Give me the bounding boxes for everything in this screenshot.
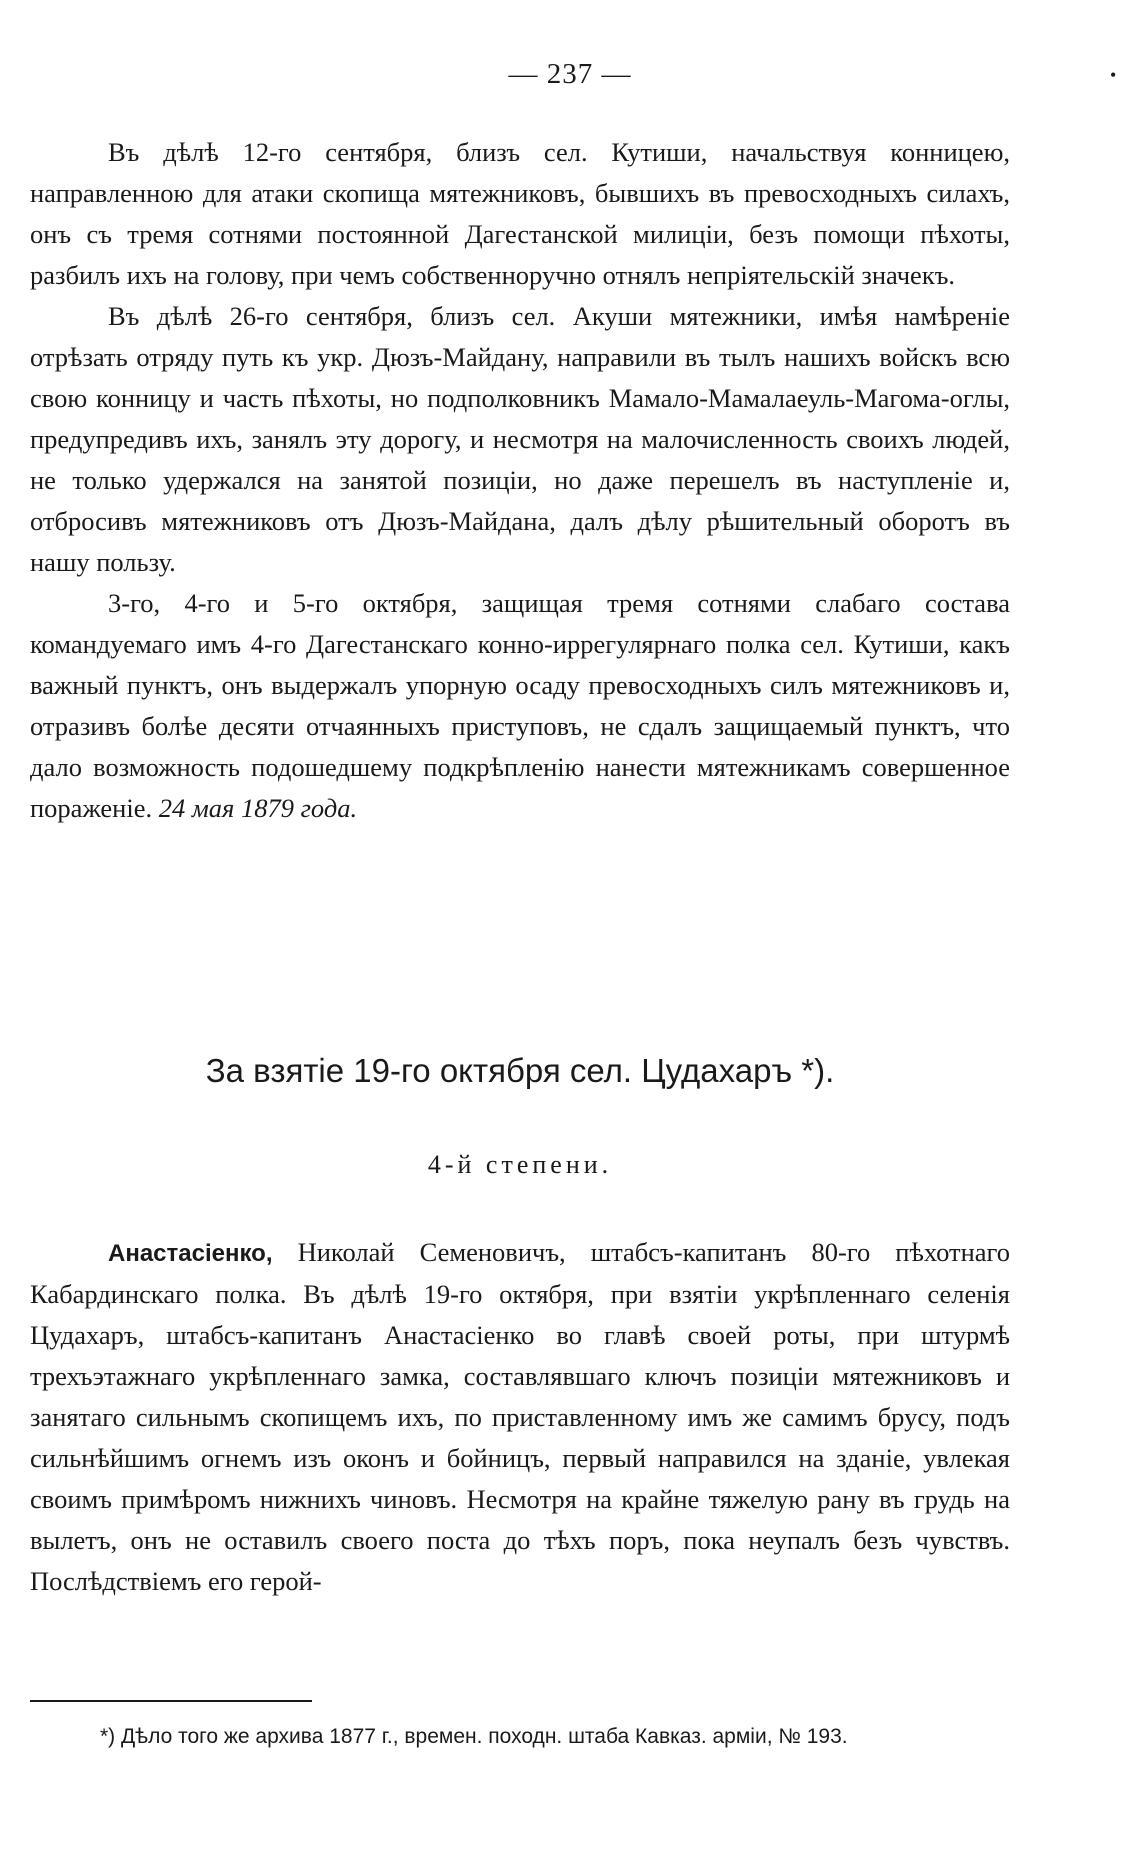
award-entry-paragraph xyxy=(30,1232,1010,1602)
award-entry xyxy=(30,1232,1010,1602)
paragraph-3 xyxy=(30,583,1010,829)
paragraph-3-text: 3-го, 4-го и 5-го октября, защищая тремя сотнями слабаго состава командуемаго имъ 4-го Дагестанскаго конно-иррегулярнаго полка сел. Кутиши, какъ важный пунктъ, онъ выдержалъ упорную осаду превосходныхъ силъ мятежниковъ и, отразивъ болѣе десяти отчаянныхъ приступовъ, не сдалъ защищаемый пунктъ, что дало возможность подошедшему подкрѣпленію нанести мятежникамъ совершенное пораженіе. xyxy=(30,588,1010,823)
continued-award-text xyxy=(30,132,1010,829)
award-entry-text: Николай Семеновичъ, штабсъ-капитанъ 80-го пѣхотнаго Кабардинскаго полка. Въ дѣлѣ 19-го октября, при взятіи укрѣпленнаго селенія Цудахаръ, штабсъ-капитанъ Анастасіенко во главѣ своей роты, при штурмѣ трехъэтажнаго укрѣпленнаго замка, составлявшаго ключъ позиціи мятежниковъ и занятаго сильнымъ скопищемъ ихъ, по приставленному имъ же самимъ брусу, подъ сильнѣйшимъ огнемъ изъ оконъ и бойницъ, первый направился на зданіе, увлекая своимъ примѣромъ нижнихъ чиновъ. Несмотря на крайне тяжелую рану въ грудь на вылетъ, онъ не оставилъ своего поста до тѣхъ поръ, пока неупалъ безъ чувствъ. Послѣдствіемъ его герой- xyxy=(30,1237,1010,1596)
paragraph-1: Въ дѣлѣ 12-го сентября, близъ сел. Кутиши, начальствуя конницею, направленною для атаки скопища мятежниковъ, бывшихъ въ превосходныхъ силахъ, онъ съ тремя сотнями постоянной Дагестанской милиціи, безъ помощи пѣхоты, разбилъ ихъ на голову, при чемъ собственноручно отнялъ непріятельскій значекъ. xyxy=(30,137,1010,290)
page-number: — 237 — xyxy=(508,58,632,90)
award-date: 24 мая 1879 года. xyxy=(158,793,358,823)
paragraph-2: Въ дѣлѣ 26-го сентября, близъ сел. Акуши мятежники, имѣя намѣреніе отрѣзать отряду путь къ укр. Дюзъ-Майдану, направили въ тылъ нашихъ войскъ всю свою конницу и часть пѣхоты, но подполковникъ Мамало-Мамалаеуль-Магома-оглы, предупредивъ ихъ, занялъ эту дорогу, и несмотря на малочисленность своихъ людей, не только удержался на занятой позиціи, но даже перешелъ въ наступленіе и, отбросивъ мятежниковъ отъ Дюзъ-Майдана, далъ дѣлу рѣшительный оборотъ въ нашу пользу. xyxy=(30,301,1010,577)
footnote: *) Дѣло того же архива 1877 г., времен. походн. штаба Кавказ. арміи, № 193. xyxy=(100,1725,848,1748)
corner-mark: • xyxy=(1110,65,1117,85)
awardee-name: Анастасіенко, xyxy=(108,1240,273,1267)
section-title: За взятіе 19-го октября сел. Цудахаръ *). xyxy=(205,1052,835,1089)
footnote-divider xyxy=(30,1700,312,1702)
subsection-title: 4-й степени. xyxy=(427,1150,613,1179)
